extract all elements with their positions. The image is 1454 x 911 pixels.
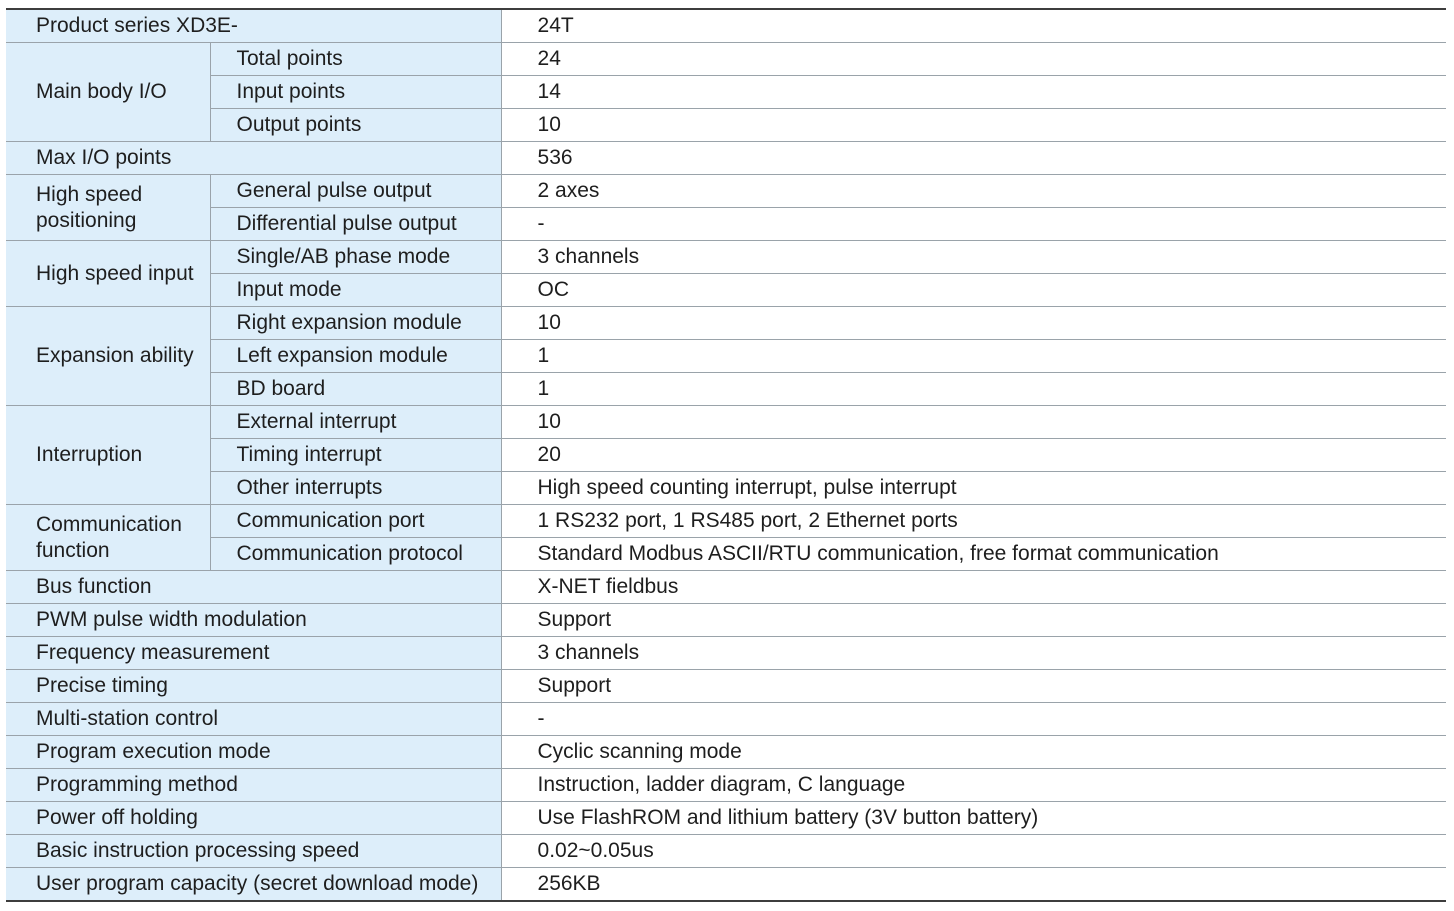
row-value: 1 [501, 340, 1446, 373]
row-label: Output points [210, 109, 501, 142]
max-io-value: 536 [501, 142, 1446, 175]
row-value: - [501, 208, 1446, 241]
row-label: BD board [210, 373, 501, 406]
group-label-main-body-io: Main body I/O [6, 43, 210, 142]
table-row [6, 604, 1446, 637]
row-value: High speed counting interrupt, pulse interrupt [501, 472, 1446, 505]
table-row [6, 769, 1446, 802]
row-label: External interrupt [210, 406, 501, 439]
row-label: Right expansion module [210, 307, 501, 340]
max-io-label: Max I/O points [6, 142, 501, 175]
row-label: Left expansion module [210, 340, 501, 373]
row-label: Precise timing [6, 670, 501, 703]
specification-table [6, 8, 1446, 902]
row-value: X-NET fieldbus [501, 571, 1446, 604]
row-label: Bus function [6, 571, 501, 604]
table-row [6, 835, 1446, 868]
row-value: 10 [501, 406, 1446, 439]
row-label: General pulse output [210, 175, 501, 208]
group-label-expansion-ability: Expansion ability [6, 307, 210, 406]
row-value: 1 [501, 373, 1446, 406]
table-row [6, 175, 1446, 208]
table-row [6, 505, 1446, 538]
row-value: 3 channels [501, 637, 1446, 670]
row-label: Total points [210, 43, 501, 76]
row-label: Power off holding [6, 802, 501, 835]
table-row [6, 109, 1446, 142]
group-label-communication-function: Communication function [6, 505, 210, 571]
row-label: Input mode [210, 274, 501, 307]
row-value: Cyclic scanning mode [501, 736, 1446, 769]
table-row [6, 43, 1446, 76]
row-label: PWM pulse width modulation [6, 604, 501, 637]
row-label: Multi-station control [6, 703, 501, 736]
table-row [6, 802, 1446, 835]
table-row [6, 208, 1446, 241]
table-row [6, 703, 1446, 736]
table-row [6, 868, 1446, 902]
table-row [6, 439, 1446, 472]
table-row [6, 406, 1446, 439]
group-label-high-speed-input: High speed input [6, 241, 210, 307]
row-label: Differential pulse output [210, 208, 501, 241]
table-row [6, 571, 1446, 604]
row-value: 256KB [501, 868, 1446, 902]
table-row [6, 274, 1446, 307]
table-row [6, 76, 1446, 109]
row-label: Communication protocol [210, 538, 501, 571]
product-series-label: Product series XD3E- [6, 9, 501, 43]
table-row [6, 637, 1446, 670]
row-value: - [501, 703, 1446, 736]
table-row [6, 142, 1446, 175]
row-label: Basic instruction processing speed [6, 835, 501, 868]
table-row [6, 538, 1446, 571]
table-row [6, 340, 1446, 373]
group-label-interruption: Interruption [6, 406, 210, 505]
table-row [6, 472, 1446, 505]
row-value: 24 [501, 43, 1446, 76]
table-row [6, 736, 1446, 769]
row-value: 0.02~0.05us [501, 835, 1446, 868]
row-value: Standard Modbus ASCII/RTU communication, free format communication [501, 538, 1446, 571]
row-value: Use FlashROM and lithium battery (3V button battery) [501, 802, 1446, 835]
row-label: Program execution mode [6, 736, 501, 769]
group-label-high-speed-positioning: High speed positioning [6, 175, 210, 241]
table-row [6, 307, 1446, 340]
row-label: Programming method [6, 769, 501, 802]
row-label: Single/AB phase mode [210, 241, 501, 274]
row-label: User program capacity (secret download mode) [6, 868, 501, 902]
row-value: 10 [501, 307, 1446, 340]
row-value: Support [501, 604, 1446, 637]
row-value: 1 RS232 port, 1 RS485 port, 2 Ethernet ports [501, 505, 1446, 538]
spec-table-container [6, 8, 1446, 902]
table-row [6, 241, 1446, 274]
row-value: 3 channels [501, 241, 1446, 274]
table-row [6, 373, 1446, 406]
table-row [6, 9, 1446, 43]
row-value: Instruction, ladder diagram, C language [501, 769, 1446, 802]
row-value: 14 [501, 76, 1446, 109]
table-row [6, 670, 1446, 703]
row-label: Frequency measurement [6, 637, 501, 670]
row-value: 20 [501, 439, 1446, 472]
product-series-value: 24T [501, 9, 1446, 43]
row-label: Other interrupts [210, 472, 501, 505]
row-label: Communication port [210, 505, 501, 538]
row-value: Support [501, 670, 1446, 703]
row-value: 10 [501, 109, 1446, 142]
row-value: 2 axes [501, 175, 1446, 208]
row-label: Timing interrupt [210, 439, 501, 472]
row-value: OC [501, 274, 1446, 307]
row-label: Input points [210, 76, 501, 109]
